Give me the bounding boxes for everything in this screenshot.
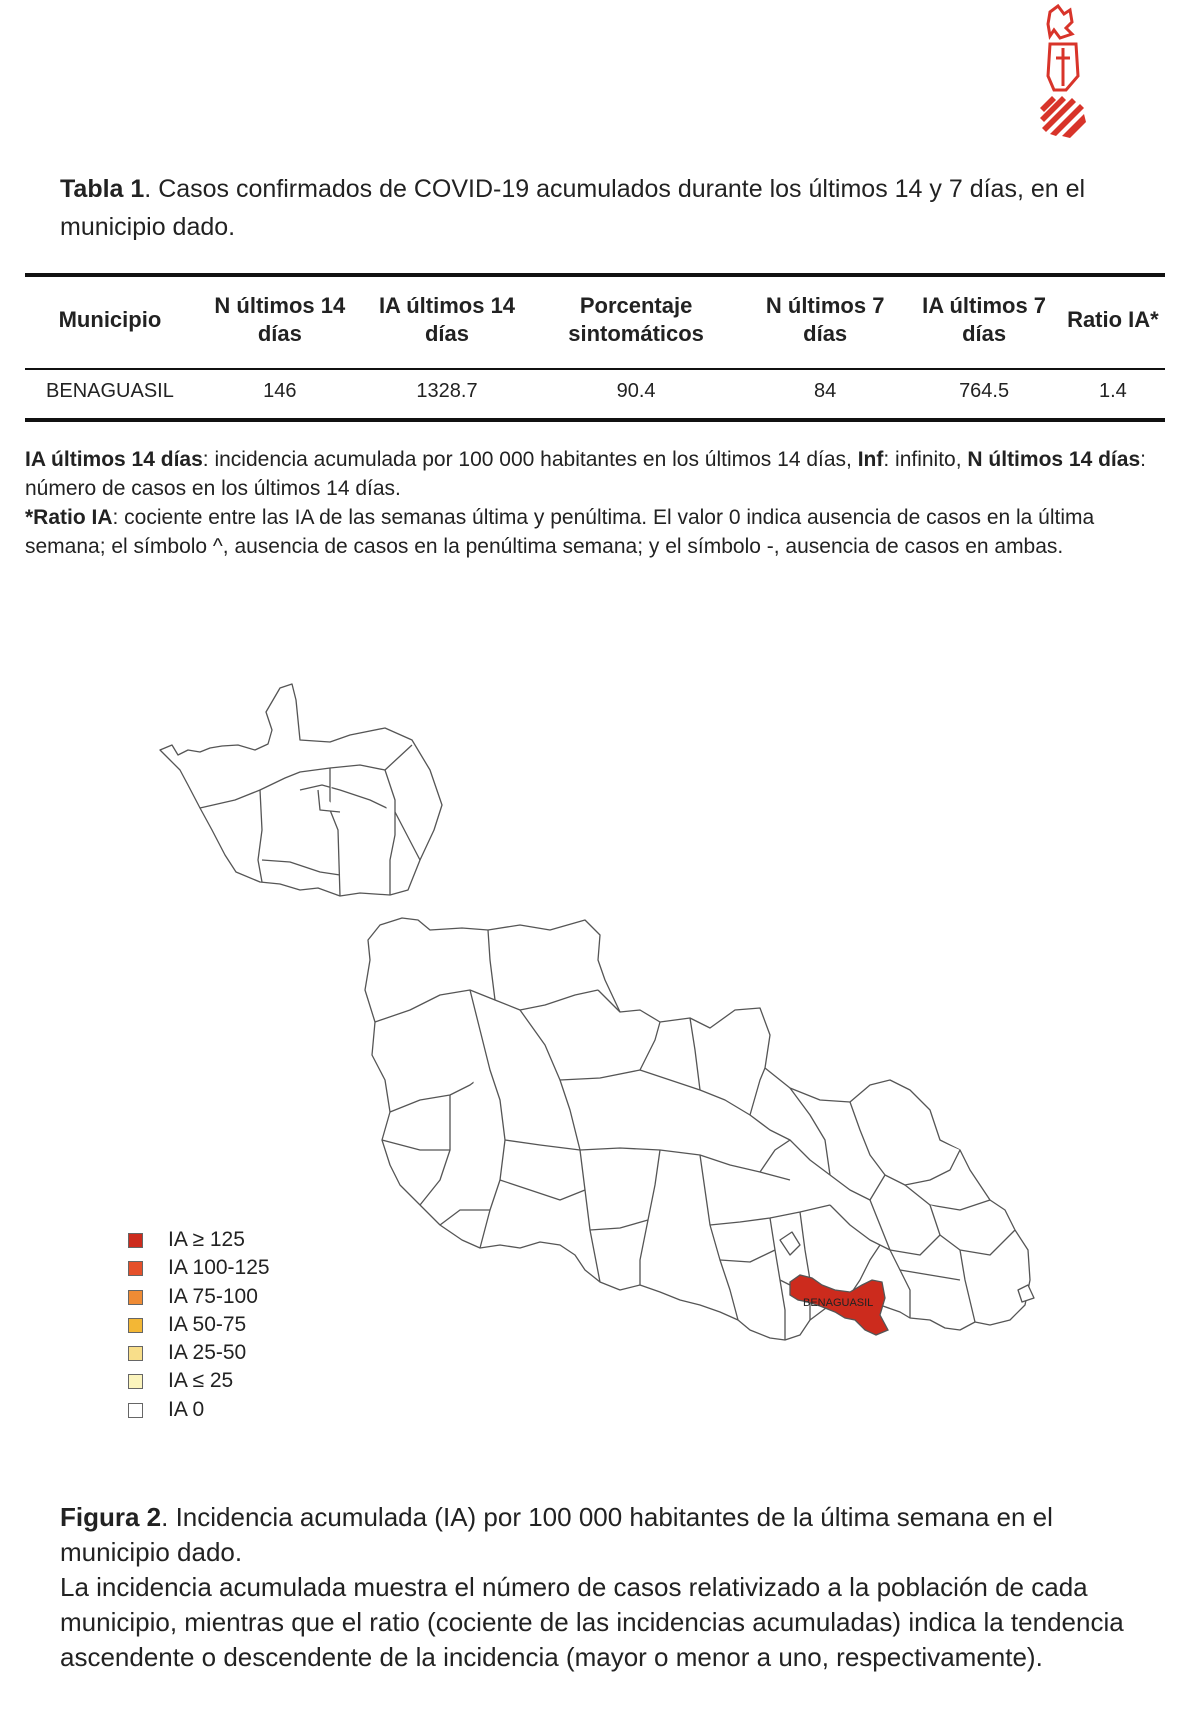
legend-label: IA 0 — [168, 1397, 205, 1421]
table-notes — [25, 445, 1175, 561]
map-region — [365, 918, 1030, 1340]
municipality-map — [150, 680, 1060, 1360]
generalitat-logo — [1010, 0, 1110, 150]
figure-caption-text: . Incidencia acumulada (IA) por 100 000 habitantes de la última semana en el municipio dado. — [60, 1502, 1053, 1567]
cell-n-7: 84 — [814, 379, 837, 402]
legend-label: IA 25-50 — [168, 1341, 247, 1365]
benaguasil-label: BENAGUASIL — [803, 1297, 874, 1309]
header-porcentaje: Porcentaje sintomáticos — [568, 292, 704, 346]
table-caption-label: Tabla 1 — [60, 175, 145, 203]
note-term-ia: IA últimos 14 días — [25, 448, 203, 471]
legend-swatch — [128, 1346, 143, 1361]
legend-label: IA ≥ 125 — [168, 1228, 245, 1251]
header-n-14: N últimos 14 días — [214, 292, 346, 346]
figure-caption-explanation: La incidencia acumulada muestra el número de casos relativizado a la población de cada municipio, mientras que el ratio (cociente de las incidencias acumuladas) indica la tendencia ascendente o descendente de la incidencia (mayor o menor a uno, respectivamente). — [60, 1572, 1124, 1672]
note-text: : número de casos en los últimos 14 días. — [25, 448, 1146, 500]
cell-ia-14: 1328.7 — [416, 379, 478, 402]
note-term-n: N últimos 14 días — [967, 448, 1141, 471]
legend-swatch — [128, 1261, 143, 1276]
table-header-row — [25, 273, 1165, 366]
legend-label: IA 75-100 — [168, 1284, 258, 1308]
legend-swatch — [128, 1233, 143, 1248]
cell-porcentaje: 90.4 — [616, 379, 656, 402]
note-term-inf: Inf — [857, 448, 884, 471]
cases-table — [25, 273, 1165, 416]
legend-swatch — [128, 1374, 143, 1389]
table-bottom-rule — [25, 418, 1165, 422]
legend-label: IA ≤ 25 — [168, 1369, 234, 1393]
header-ia-7: IA últimos 7 días — [922, 292, 1047, 346]
note-text: : incidencia acumulada por 100 000 habitantes en los últimos 14 días, — [202, 448, 858, 471]
cell-ia-7: 764.5 — [959, 379, 1010, 402]
note-text: : infinito, — [883, 448, 968, 471]
note-ratio-definition — [25, 503, 1175, 561]
figure-caption — [60, 1500, 1160, 1675]
note-ia-definition — [25, 445, 1175, 503]
legend-swatch — [128, 1403, 143, 1418]
table-caption — [60, 170, 1140, 246]
table-row — [25, 366, 1165, 416]
cell-ratio: 1.4 — [1099, 379, 1127, 402]
figure-caption-label: Figura 2 — [60, 1502, 162, 1532]
legend-swatch — [128, 1290, 143, 1305]
note-text: : cociente entre las IA de las semanas última y penúltima. El valor 0 indica ausencia de casos en la última semana; el símbolo ^, ausencia de casos en la penúltima semana; y el símbolo -, ausencia de casos en ambas. — [25, 506, 1095, 558]
header-n-7: N últimos 7 días — [765, 292, 885, 346]
header-ratio: Ratio IA* — [1067, 306, 1159, 332]
cell-municipio: BENAGUASIL — [46, 379, 174, 402]
header-municipio: Municipio — [58, 306, 162, 332]
legend-label: IA 50-75 — [168, 1312, 247, 1336]
cell-n-14: 146 — [263, 379, 297, 402]
note-term-ratio: *Ratio IA — [25, 506, 113, 529]
figure-caption-line — [60, 1500, 1160, 1570]
table-caption-text: . Casos confirmados de COVID-19 acumulados durante los últimos 14 y 7 días, en el municipio dado. — [60, 175, 1086, 241]
legend-swatch — [128, 1318, 143, 1333]
legend-label: IA 100-125 — [168, 1256, 270, 1280]
header-ia-14: IA últimos 14 días — [378, 292, 516, 346]
